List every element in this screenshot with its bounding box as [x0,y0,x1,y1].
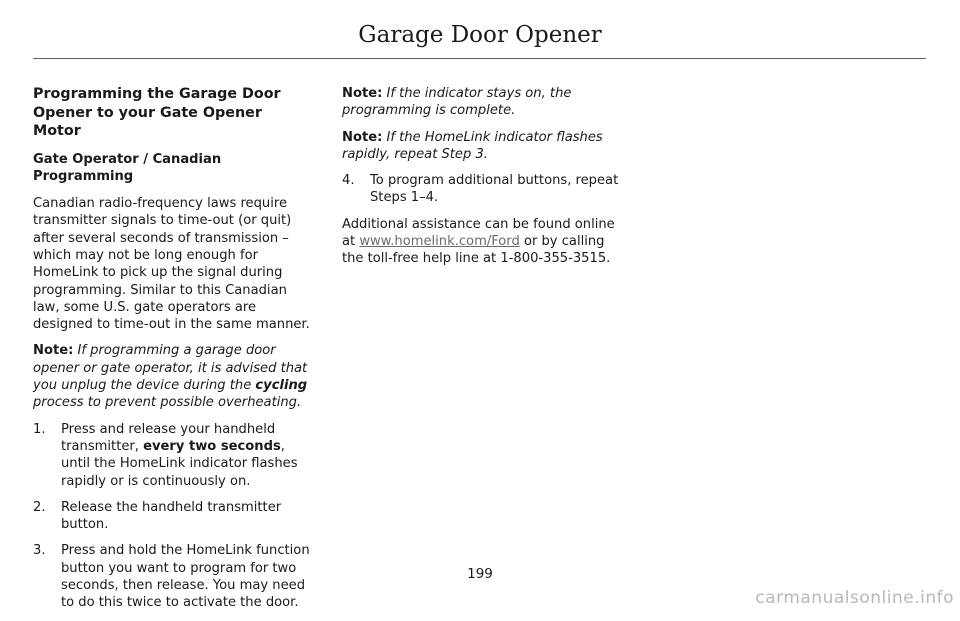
step-text [61,421,311,490]
section-heading: Programming the Garage Door Opener to your Gate Opener Motor [33,86,281,139]
assistance-text-after: or by calling the toll-free help line at 1-800-355-3515. [342,234,611,267]
watermark: carmanualsonline.info [755,588,954,608]
subheading: Gate Operator / Canadian Programming [33,151,222,184]
step-number: 2. [33,499,46,515]
step-number: 4. [342,173,355,189]
note-text: If the HomeLink indicator flashes rapidly, repeat Step 3. [342,129,603,162]
step-number: 3. [33,543,46,559]
step-2 [33,499,311,534]
header-divider [33,58,926,59]
assistance-paragraph [342,216,620,268]
note-text [33,343,307,410]
step-emphasis: every two seconds [143,438,281,454]
homelink-link[interactable]: www.homelink.com/Ford [359,234,520,250]
page-title: Garage Door Opener [358,22,602,48]
note-emphasis: cycling [255,378,308,394]
note-text-before: If programming a garage door opener or gate operator, it is advised that you unplug the device during the [33,343,308,394]
step-1 [33,421,311,490]
right-column [342,85,620,277]
note-label: Note: [342,86,383,101]
step-text-after: , until the HomeLink indicator flashes rapidly or is continuously on. [61,438,298,489]
page-number: 199 [467,566,493,582]
left-column [33,85,311,621]
step-text-before: Press and release your handheld transmitter, [61,421,276,454]
note-text: If the indicator stays on, the programming is complete. [342,86,572,119]
intro-paragraph: Canadian radio-frequency laws require transmitter signals to time-out (or quit) after several seconds of transmission – which may not be long enough for HomeLink to pick up the signal during programming. Similar to this Canadian law, some U.S. gate operators are designed to time-out in the same manner. [33,196,310,333]
step-4 [342,172,620,207]
step-text: Release the handheld transmitter button. [61,499,282,533]
note-label: Note: [33,343,74,359]
note-programming-complete [342,85,620,120]
assistance-text-before: Additional assistance can be found online at [342,216,615,250]
note-label: Note: [342,129,383,145]
step-number: 1. [33,421,46,437]
step-text: To program additional buttons, repeat Steps 1–4. [370,173,619,206]
note-overheating [33,342,311,411]
step-text: Press and hold the HomeLink function button you want to program for two seconds, then release. You may need to do this twice to activate the door. [61,543,310,611]
note-flashes-rapidly [342,129,620,164]
note-text-after: process to prevent possible overheating. [33,395,302,411]
